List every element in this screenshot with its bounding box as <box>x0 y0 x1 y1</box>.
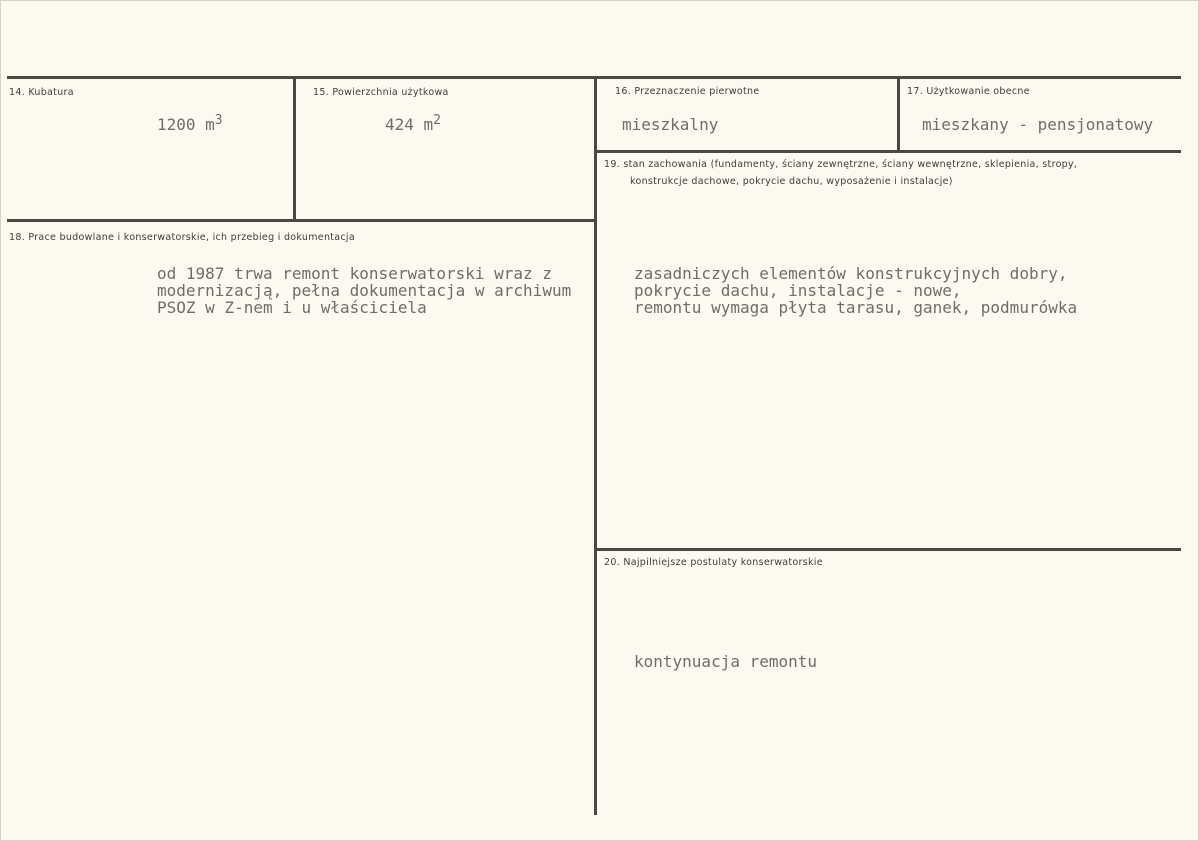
field-17-value: mieszkany - pensjonatowy <box>922 115 1154 134</box>
field-19-line-2: pokrycie dachu, instalacje - nowe, <box>634 281 962 300</box>
field-19-line-3: remontu wymaga płyta tarasu, ganek, podmurówka <box>634 298 1078 317</box>
rule-under-14-15 <box>7 219 594 222</box>
field-19-label-line-2: konstrukcje dachowe, pokrycie dachu, wyposażenie i instalacje) <box>630 176 953 187</box>
rule-under-16-17 <box>597 150 1181 153</box>
field-17-label: 17. Użytkowanie obecne <box>907 86 1030 97</box>
field-15-value <box>385 115 441 136</box>
field-19-label-line-1: 19. stan zachowania (fundamenty, ściany zewnętrzne, ściany wewnętrzne, sklepienia, stropy, <box>604 159 1078 170</box>
field-19-line-1: zasadniczych elementów konstrukcyjnych dobry, <box>634 264 1068 283</box>
field-14-value <box>157 115 223 136</box>
field-16-label: 16. Przeznaczenie pierwotne <box>615 86 760 97</box>
field-14-number: 1200 m <box>157 115 215 134</box>
field-14-label: 14. Kubatura <box>9 87 74 98</box>
field-18-label: 18. Prace budowlane i konserwatorskie, ich przebieg i dokumentacja <box>9 232 355 243</box>
field-20-label: 20. Najpilniejsze postulaty konserwatorskie <box>604 557 823 568</box>
field-20-value: kontynuacja remontu <box>634 652 818 671</box>
field-15-label: 15. Powierzchnia użytkowa <box>313 87 449 98</box>
field-15-exponent: 2 <box>433 113 441 128</box>
divider-16-17 <box>897 78 900 151</box>
field-15-number: 424 m <box>385 115 434 134</box>
field-18-line-3: PSOZ w Z-nem i u właściciela <box>157 298 427 317</box>
center-divider <box>594 78 597 815</box>
field-18-line-1: od 1987 trwa remont konserwatorski wraz z <box>157 264 552 283</box>
field-18-line-2: modernizacją, pełna dokumentacja w archiwum <box>157 281 572 300</box>
rule-above-20 <box>597 548 1181 551</box>
divider-14-15 <box>293 78 296 221</box>
field-16-value: mieszkalny <box>622 115 719 134</box>
field-14-exponent: 3 <box>214 113 223 128</box>
